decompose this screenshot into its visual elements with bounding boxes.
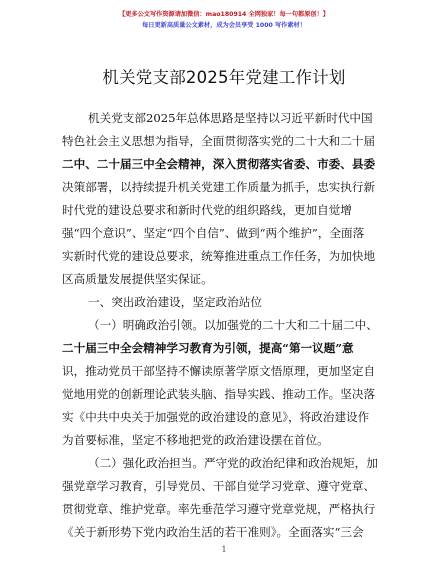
body-line: 强党章学习教育，引导党员、干部自觉学习党章、遵守党章、	[62, 479, 376, 493]
body-line: 二中、二十届三中全会精神，深入贯彻落实省委、市委、县委	[62, 157, 376, 171]
body-line: 识，推动党员干部坚持不懈读原著学原文悟原理，更加坚定自	[62, 364, 376, 378]
body-line: 区高质量发展提供坚实保证。	[62, 272, 213, 286]
promo-banner-line-2: 每日更新高质量公文素材，成为会员享受 1000 写作素材！	[142, 22, 306, 29]
body-line: 觉地用党的创新理论武装头脑、指导实践、推动工作。坚决落	[62, 387, 376, 401]
body-line: 《关于新形势下党内政治生活的若干准则》。全面落实“三会	[62, 525, 364, 539]
body-line: 时代党的建设总要求和新时代党的组织路线，更加自觉增	[62, 203, 352, 217]
body-line: 为首要标准，坚定不移地把党的政治建设摆在首位。	[62, 433, 329, 447]
promo-banner-line-1: 【更多公文写作资源请加微信：mao180914 全网独家！每一句都原创！】	[119, 11, 329, 18]
body-line: 强“四个意识”、坚定“四个自信”、做到“两个维护”，全面落	[62, 226, 365, 240]
body-line: （一）明确政治引领。以加强党的二十大和二十届二中、	[88, 318, 378, 332]
page-number: 1	[221, 545, 227, 554]
body-line: 二十届三中全会精神学习教育为引领，提高“第一议题”意	[62, 341, 354, 355]
body-line: 机关党支部2025年总体思路是坚持以习近平新时代中国	[88, 111, 373, 125]
body-line: 实《中共中央关于加强党的政治建设的意见》，将政治建设作	[62, 410, 370, 424]
body-line: 贯彻党章、维护党章。率先垂范学习遵守党章党规，严格执行	[62, 502, 376, 516]
section-heading: 一、突出政治建设，坚定政治站位	[88, 295, 262, 309]
document-title: 机关党支部2025年党建工作计划	[102, 68, 346, 87]
body-line: （二）强化政治担当。严守党的政治纪律和政治规矩，加	[88, 456, 378, 470]
body-line: 决策部署，以持续提升机关党建工作质量为抓手，忠实执行新	[62, 180, 376, 194]
body-line: 实新时代党的建设总要求，统筹推进重点工作任务，为加快地	[62, 249, 376, 263]
body-line: 特色社会主义思想为指导，全面贯彻落实党的二十大和二十届	[62, 134, 376, 148]
